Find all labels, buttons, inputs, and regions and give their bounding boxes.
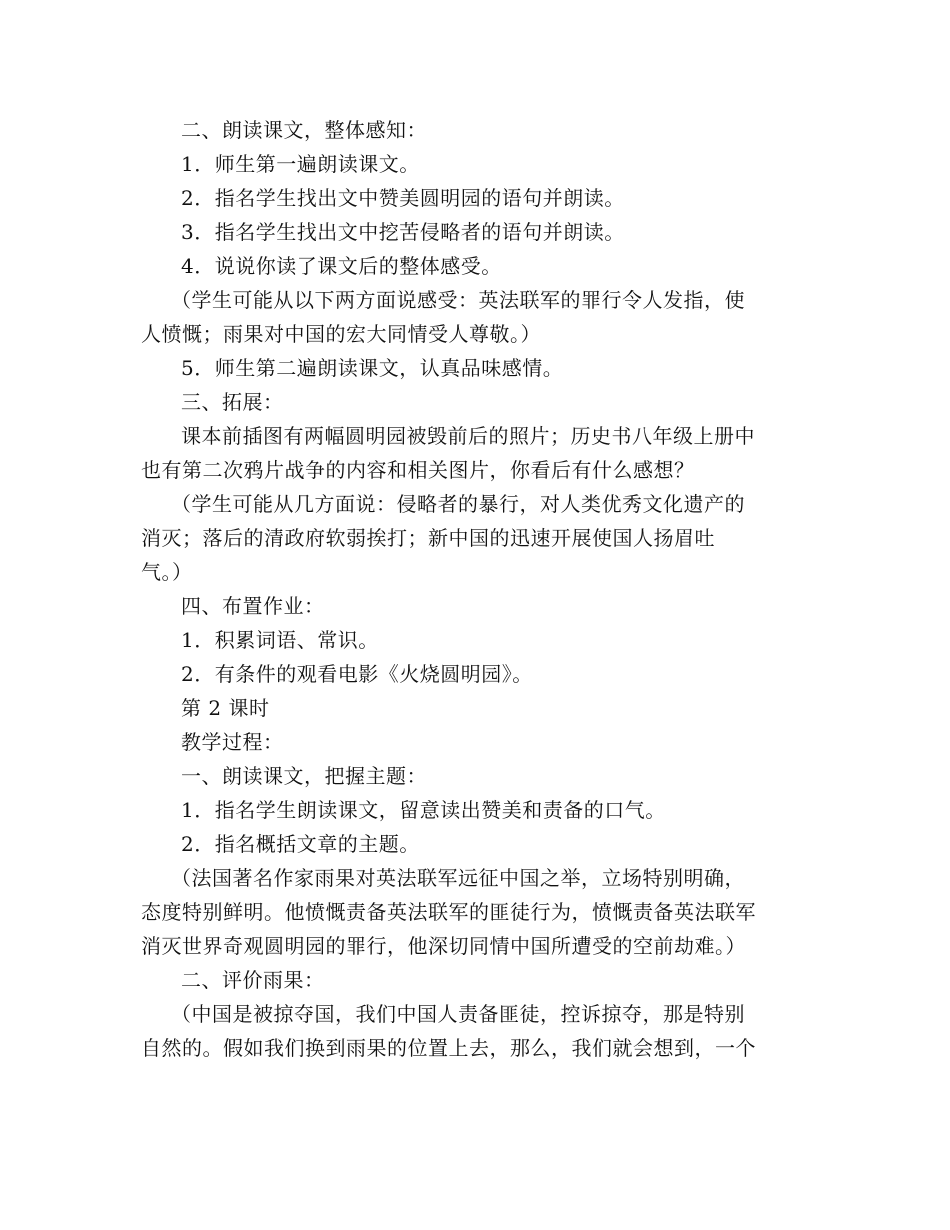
note-line: 消灭；落后的清政府软弱挨打；新中国的迅速开展使国人扬眉吐 — [141, 526, 715, 550]
note-line: 气。） — [141, 560, 193, 584]
list-item: 4．说说你读了课文后的整体感受。 — [181, 254, 502, 278]
document-body — [141, 113, 811, 1065]
list-item: 5．师生第二遍朗读课文，认真品味感情。 — [181, 356, 564, 380]
note-line: （法国著名作家雨果对英法联军远征中国之举，立场特别明确， — [171, 866, 745, 890]
paragraph-line: 课本前插图有两幅圆明园被毁前后的照片；历史书八年级上册中 — [181, 424, 755, 448]
note-line: （中国是被掠夺国，我们中国人责备匪徒，控诉掠夺，那是特别 — [171, 1002, 745, 1026]
list-item: 3．指名学生找出文中挖苦侵略者的语句并朗读。 — [181, 220, 625, 244]
note-line: 态度特别鲜明。他愤慨责备英法联军的匪徒行为，愤慨责备英法联军 — [141, 900, 756, 924]
note-line: 人愤慨；雨果对中国的宏大同情受人尊敬。） — [141, 322, 541, 346]
lesson-heading: 第 2 课时 — [181, 696, 270, 720]
list-item: 1．积累词语、常识。 — [181, 628, 379, 652]
list-item: 1．师生第一遍朗读课文。 — [181, 152, 420, 176]
process-heading: 教学过程： — [181, 730, 284, 754]
note-line: （学生可能从以下两方面说感受：英法联军的罪行令人发指，使 — [171, 288, 745, 312]
list-item: 2．指名学生找出文中赞美圆明园的语句并朗读。 — [181, 186, 625, 210]
section-heading-1: 一、朗读课文，把握主题： — [181, 764, 427, 788]
note-line: 消灭世界奇观圆明园的罪行，他深切同情中国所遭受的空前劫难。） — [141, 934, 746, 958]
section-heading-2: 二、朗读课文，整体感知： — [181, 118, 427, 142]
section-heading-2b: 二、评价雨果： — [181, 968, 325, 992]
list-item: 1．指名学生朗读课文，留意读出赞美和责备的口气。 — [181, 798, 666, 822]
section-heading-3: 三、拓展： — [181, 390, 284, 414]
list-item: 2．指名概括文章的主题。 — [181, 832, 420, 856]
section-heading-4: 四、布置作业： — [181, 594, 325, 618]
paragraph-line: 也有第二次鸦片战争的内容和相关图片，你看后有什么感想？ — [141, 458, 695, 482]
list-item: 2．有条件的观看电影《火烧圆明园》。 — [181, 662, 533, 686]
note-line: （学生可能从几方面说：侵略者的暴行，对人类优秀文化遗产的 — [171, 492, 745, 516]
note-line: 自然的。假如我们换到雨果的位置上去，那么，我们就会想到，一个 — [141, 1036, 756, 1060]
